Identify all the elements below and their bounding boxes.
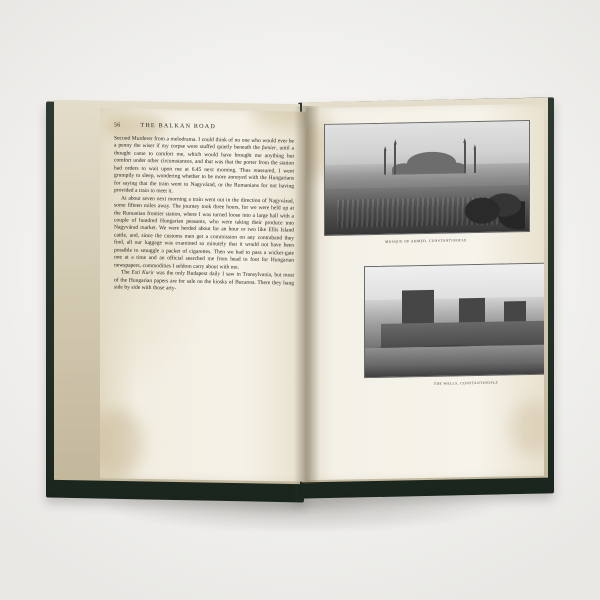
running-head: [114, 122, 294, 131]
foreground-ground: [365, 345, 544, 378]
sky: [365, 263, 544, 300]
paragraph: At about seven next morning a train went out in the direction of Nagyvárad, some fifteen miles away. The journey took three hours, for we were held up at the Rumanian frontier station, where I was turned loose into a large hall with a couple of hundred Hungarian peasants, who were taking their produce into Nagyvárad market. We were herded about for an hour or two like Ellis Island cattle, and, since the customs men get a commission on any contraband they find, all our luggage was examined so minutely that it would not have been possible to smuggle a packet of cigarettes. Then we had to pass a wicket-gate one at a time and an official searched me from head to foot for Hungarian newspapers, commodities I seldom carry about with me.: [114, 195, 294, 271]
plate-mosque-caption: MOSQUE OF AHMED, CONSTANTINOPLE: [385, 238, 467, 244]
page-number: 56: [114, 122, 121, 129]
right-page: [306, 104, 544, 481]
minaret: [384, 150, 386, 174]
half-dome: [441, 162, 465, 173]
plate-walls-caption: THE WALLS, CONSTANTINOPLE: [433, 380, 499, 386]
open-book: [44, 88, 556, 506]
paragraph: The Esti Kurir was the only Budapest daily I saw in Transylvania, but most of the Hungarian papers are for sale on the kiosks of Bucarest. There they hang side by side with those arty-: [114, 269, 294, 292]
plate-mosque: [324, 120, 528, 245]
left-page-text-block: [114, 122, 294, 471]
book-title-header: THE BALKAN ROAD: [140, 122, 216, 131]
body-text: [114, 135, 294, 295]
plate-mosque-image: [324, 120, 530, 236]
plate-walls: [364, 262, 544, 387]
minaret: [474, 148, 476, 172]
left-page: [100, 108, 306, 482]
minaret: [394, 143, 396, 174]
plates-column: [324, 120, 528, 468]
trees: [464, 178, 525, 232]
plate-walls-image: [364, 262, 544, 378]
paragraph: Second Murderer from a melodrama. I could think of no one who would ever be a penny the wiser if my corpse were stuffed quietly beneath the fumier, until a thought came to comfort me, which would have brought me anything but comfort under other circumstances, and that was that the porter from the station had orders to wait upon me at 6.45 next morning. Thus reassured, I went grumpily to sleep, wondering whether to be more annoyed with the Hungarians for saying that the train went to Nagyvárad, or the Rumanians for not having provided a train to meet it.: [114, 135, 294, 195]
minaret: [464, 142, 466, 173]
